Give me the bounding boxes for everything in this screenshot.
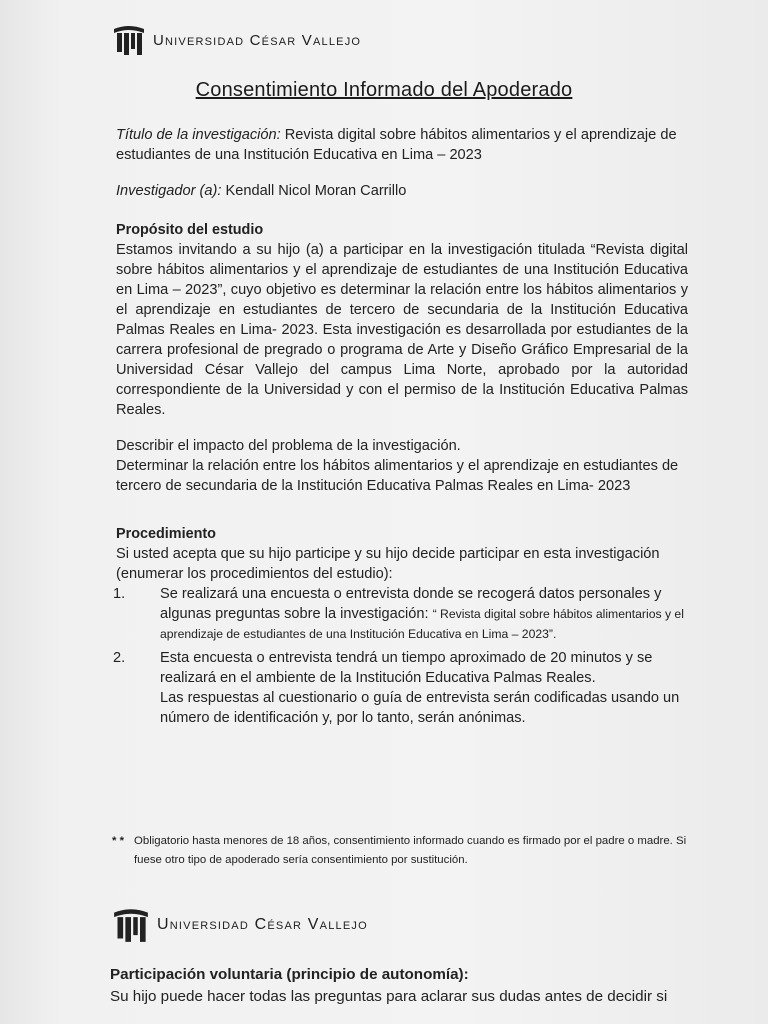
research-title-block [116, 125, 688, 165]
voluntary-section [110, 964, 730, 1008]
procedure-heading: Procedimiento [116, 526, 216, 542]
university-header [113, 24, 361, 56]
footnote [112, 832, 692, 870]
footnote-text: Obligatorio hasta menores de 18 años, consentimiento informado cuando es firmado por el padre o madre. Si fuese otro tipo de apoderado sería consentimiento por sustitución. [134, 835, 687, 866]
impact-line: Describir el impacto del problema de la investigación. [116, 438, 461, 454]
investigator-label: Investigador (a): [116, 183, 222, 199]
step-text-extra: Las respuestas al cuestionario o guía de entrevista serán codificadas usando un número de identificación y, por lo tanto, serán anónimas. [160, 690, 680, 726]
step-number: 1. [113, 586, 126, 602]
investigator-block [116, 181, 688, 201]
step-text-small: “ Revista digital sobre hábitos alimentarios y el aprendizaje de estudiantes de una Institución Educativa en Lima – 2023”. [160, 607, 684, 641]
voluntary-text: Su hijo puede hacer todas las preguntas para aclarar sus dudas antes de decidir si [110, 988, 668, 1005]
university-name: Universidad César Vallejo [157, 916, 368, 933]
step-text: Se realizará una encuesta o entrevista donde se recogerá datos personales y algunas preguntas sobre la investigación: [160, 586, 662, 622]
list-item [113, 648, 693, 728]
university-header-second [113, 907, 368, 943]
research-title-text: Revista digital sobre hábitos alimentarios y el aprendizaje de estudiantes de una Institución Educativa en Lima – 2023 [116, 127, 677, 163]
university-name: Universidad César Vallejo [153, 31, 362, 49]
procedure-intro: Si usted acepta que su hijo participe y su hijo decide participar en esta investigación (enumerar los procedimientos del estudio): [116, 546, 660, 582]
footnote-mark: * * [112, 835, 125, 847]
university-logo-icon [113, 24, 145, 56]
university-logo-icon [113, 907, 149, 943]
research-title-label: Título de la investigación: [116, 127, 281, 143]
purpose-text: Estamos invitando a su hijo (a) a participar en la investigación titulada “Revista digital sobre hábitos alimentarios y el aprendizaje de estudiantes de una Institución Educativa en Lima – 2023”, cuyo objetivo es determinar la relación entre los hábitos alimentarios y el aprendizaje en estudiantes de tercero de secundaria de la Institución Educativa Palmas Reales en Lima- 2023. Esta investigación es desarrollada por estudiantes de la carrera profesional de pregrado o programa de Arte y Diseño Gráfico Empresarial de la Universidad César Vallejo del campus Lima Norte, aprobado por la autoridad correspondiente de la Universidad y con el permiso de la Institución Educativa Palmas Reales. [116, 242, 688, 418]
objectives-block [116, 436, 688, 496]
procedure-steps [113, 584, 693, 728]
step-text: Esta encuesta o entrevista tendrá un tiempo aproximado de 20 minutos y se realizará en el ambiente de la Institución Educativa Palmas Reales. [160, 650, 653, 686]
voluntary-heading: Participación voluntaria (principio de autonomía): [110, 966, 469, 983]
objective-line: Determinar la relación entre los hábitos alimentarios y el aprendizaje en estudiantes de tercero de secundaria de la Institución Educativa Palmas Reales en Lima- 2023 [116, 458, 679, 494]
investigator-name: Kendall Nicol Moran Carrillo [225, 183, 407, 199]
purpose-section [116, 220, 688, 420]
purpose-heading: Propósito del estudio [116, 222, 264, 238]
document-title: Consentimiento Informado del Apoderado [195, 79, 573, 101]
step-number: 2. [113, 650, 126, 666]
procedure-section [116, 524, 688, 584]
list-item [113, 584, 693, 644]
